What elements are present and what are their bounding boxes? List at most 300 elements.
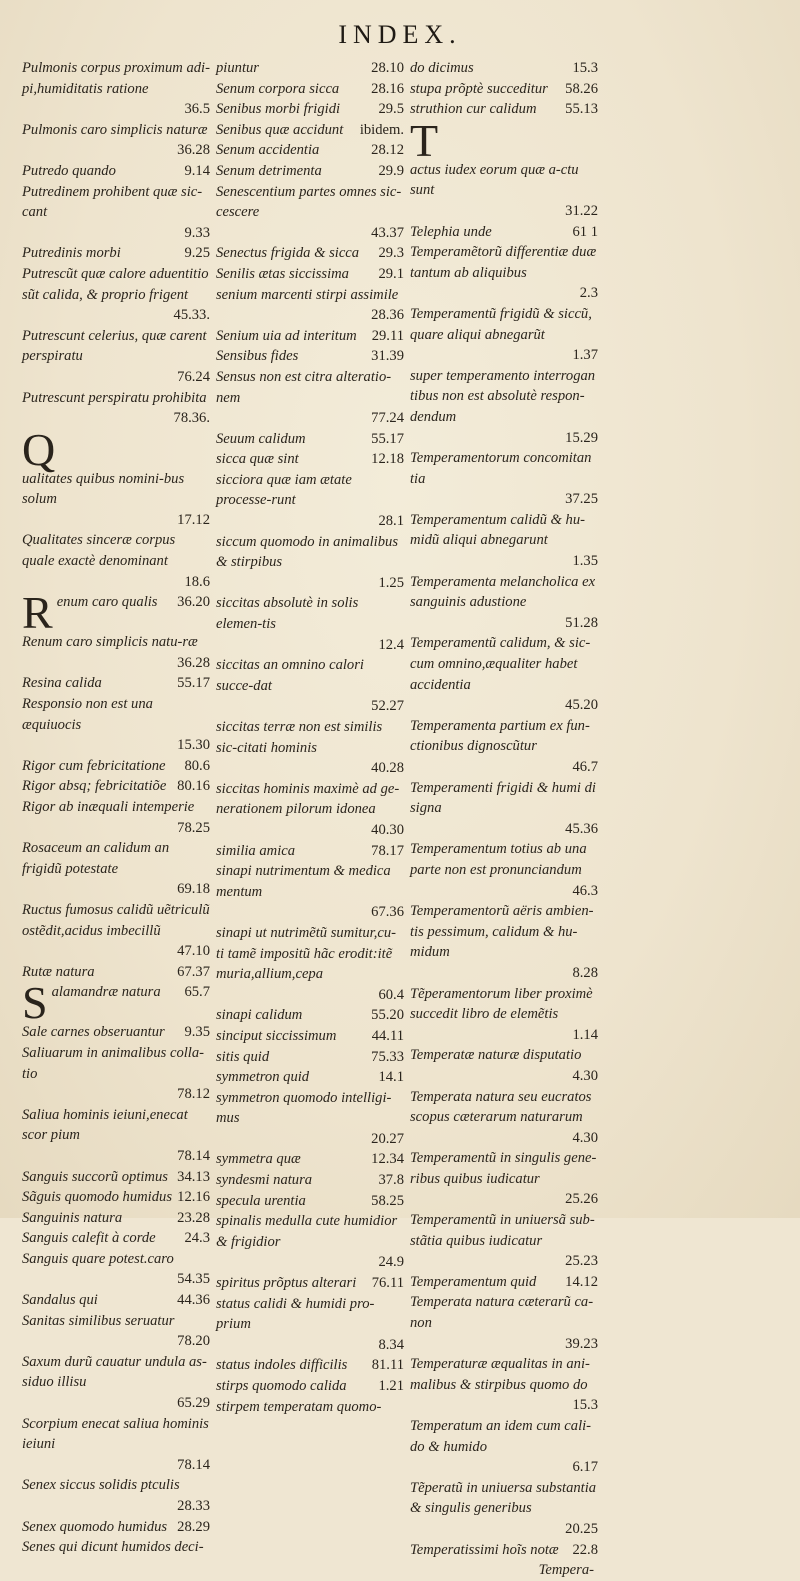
- index-entry-reference: 2.3: [579, 285, 598, 302]
- index-entry-text: Rigor absq; febricitatiõe: [22, 778, 167, 795]
- index-entry-reference: 1.14: [572, 1026, 598, 1043]
- index-entry-reference: 4.30: [572, 1067, 598, 1084]
- index-entry: [216, 326, 404, 347]
- index-entry-text: Sanguis succorũ optimus: [22, 1168, 168, 1185]
- index-entry-text: status indoles difficilis: [216, 1357, 348, 1374]
- index-entry-text: Temperamentũ in singulis gene-ribus quibus iudicatur: [410, 1150, 597, 1187]
- index-entry-text: Rigor cum febricitatione: [22, 757, 166, 774]
- index-entry-text: siccitas an omnino calori succe-dat: [216, 657, 364, 694]
- index-entry-reference: 29.1: [378, 265, 404, 282]
- index-entry: [410, 984, 598, 1046]
- index-entry-reference: 4.30: [572, 1129, 598, 1146]
- index-entry-text: Temperatæ naturæ disputatio: [410, 1047, 582, 1064]
- index-entry-reference: 39.23: [565, 1335, 598, 1352]
- index-entry-text: Temperatum an idem cum cali-do & humido: [410, 1418, 592, 1455]
- index-entry-text: Putredo quando: [22, 162, 116, 179]
- index-entry: [216, 717, 404, 779]
- index-entry: [410, 839, 598, 901]
- index-entry: [410, 1210, 598, 1272]
- index-entry: [410, 572, 598, 634]
- index-entry: [22, 120, 210, 161]
- index-entry-reference: 78.14: [177, 1147, 210, 1164]
- index-entry-reference: 9.14: [184, 162, 210, 179]
- index-entry-text: Temperamenti frigidi & humi di signa: [410, 779, 596, 817]
- index-entry-reference: 76.11: [371, 1275, 404, 1292]
- index-entry-text: Senex quomodo humidus: [22, 1518, 168, 1535]
- index-entry-reference: 81.11: [371, 1357, 404, 1374]
- index-entry-text: Putredinis morbi: [22, 245, 121, 262]
- index-entry-text: spinalis medulla cute humidior & frigidior: [216, 1213, 398, 1250]
- index-entry: [410, 510, 598, 572]
- index-entry-reference: 40.30: [371, 821, 404, 838]
- index-entry-text: Renum caro simplicis natu-ræ: [22, 634, 198, 651]
- index-entry-reference: 28.10: [371, 60, 404, 76]
- index-entry-reference: 76.24: [177, 368, 210, 385]
- index-entry: [22, 797, 210, 838]
- index-column-2: [216, 58, 404, 1417]
- index-entry-text: Pulmonis caro simplicis naturæ: [22, 121, 208, 138]
- index-entry-reference: 78.20: [177, 1333, 210, 1350]
- index-entry: [216, 1376, 404, 1397]
- index-entry-reference: 9.35: [184, 1024, 210, 1041]
- index-entry-text: stirps quomodo calida: [216, 1378, 347, 1394]
- index-entry-text: status calidi & humidi pro-prium: [216, 1295, 375, 1333]
- index-entry-text: symmetron quid: [216, 1069, 310, 1086]
- index-entry-reference: 78.14: [177, 1456, 210, 1473]
- index-entry-reference: 36.28: [177, 142, 210, 159]
- index-entry: [410, 222, 598, 243]
- index-entry-reference: 28.36: [371, 307, 404, 324]
- index-entry-text: Sanitas similibus seruatur: [22, 1312, 175, 1329]
- index-entry-text: Senum accidentia: [216, 142, 320, 159]
- index-entry: [216, 593, 404, 655]
- index-entry: [22, 1043, 210, 1105]
- index-entry-text: Saxum durũ cauatur undula as-siduo illisu: [22, 1353, 207, 1391]
- index-entry-reference: 24.3: [184, 1230, 210, 1247]
- index-entry-text: Senex siccus solidis ptculis: [22, 1477, 180, 1494]
- index-entry: [216, 367, 404, 429]
- index-entry: [22, 673, 210, 694]
- index-entry-text: Senilis ætas siccissima: [216, 265, 349, 282]
- index-entry-reference: 44.11: [371, 1027, 404, 1044]
- index-entry-reference: 37.25: [565, 491, 598, 508]
- index-entry: [22, 1249, 210, 1290]
- index-entry-reference: 20.25: [565, 1520, 598, 1537]
- index-entry: [410, 1416, 598, 1478]
- index-entry-reference: 40.28: [371, 760, 404, 777]
- index-entry-text: Putrescũt quæ calore aduentitio sũt calida, & proprio frigent: [22, 265, 209, 303]
- catchword: Tempera-: [538, 1562, 594, 1579]
- index-entry: [216, 532, 404, 594]
- index-entry: [216, 99, 404, 120]
- index-entry-reference: 18.6: [184, 573, 210, 590]
- index-entry-text: Sanguinis natura: [22, 1209, 123, 1226]
- index-entry-reference: 58.26: [565, 80, 598, 97]
- index-entry: [22, 1414, 210, 1476]
- index-entry: [216, 1149, 404, 1170]
- index-entry-reference: 28.1: [378, 513, 404, 530]
- index-entry: [216, 1294, 404, 1356]
- index-entry-reference: 1.21: [378, 1378, 404, 1394]
- index-entry: [22, 1352, 210, 1414]
- index-entry-reference: 55.13: [565, 101, 598, 118]
- index-entry-text: sinapi ut nutrimẽtũ sumitur,cu-ti tamẽ impositũ hãc erodit:itẽ muria,allium,cepa: [216, 924, 396, 983]
- index-entry: [22, 838, 210, 900]
- index-entry-reference: 78.25: [177, 819, 210, 836]
- index-entry-reference: 55.17: [371, 430, 404, 447]
- index-column-3: [410, 58, 598, 1581]
- index-entry-text: symmetra quæ: [216, 1151, 301, 1168]
- index-entry-reference: 60.4: [378, 986, 404, 1003]
- index-entry-text: Temperata natura cæterarũ ca-non: [410, 1294, 594, 1332]
- index-entry-text: specula urentia: [216, 1192, 306, 1209]
- index-entry-reference: 8.34: [378, 1336, 404, 1353]
- index-entry-reference: 36.5: [184, 101, 210, 118]
- index-entry-reference: 31.22: [565, 202, 598, 219]
- index-entry-reference: 44.36: [177, 1292, 210, 1309]
- index-entry-text: Ructus fumosus calidũ uẽtriculũ ostẽdit,acidus imbecillũ: [22, 901, 210, 939]
- index-entry-text: Temperamentorum concomitan tia: [410, 450, 592, 487]
- index-entry-text: Senibus morbi frigidi: [216, 101, 341, 118]
- index-entry: [22, 423, 210, 531]
- index-entry-text: siccum quomodo in animalibus & stirpibus: [216, 533, 399, 571]
- index-entry: [216, 1067, 404, 1088]
- index-entry-text: ualitates quibus nomini-bus solum: [22, 470, 185, 508]
- index-entry: [410, 1045, 598, 1086]
- index-entry-reference: 9.33: [184, 224, 210, 241]
- index-entry-text: siccitas terræ non est similis sic-citati hominis: [216, 719, 383, 756]
- index-entry-text: senium marcenti stirpi assimile: [216, 286, 399, 303]
- index-entry: [22, 326, 210, 388]
- index-entry-reference: 28.12: [371, 142, 404, 159]
- index-entry-reference: 52.27: [371, 698, 404, 715]
- index-entry-reference: 45.36: [565, 820, 598, 837]
- index-entry-reference: 61 1: [572, 223, 598, 240]
- index-entry-reference: 67.37: [177, 963, 210, 980]
- index-entry-text: siccitas hominis maximè ad ge-nerationem pilorum idonea: [216, 780, 400, 818]
- index-entry-text: Sanguis quare potest.caro: [22, 1250, 174, 1267]
- index-entry-reference: 46.3: [572, 882, 598, 899]
- index-entry-text: Senibus quæ accidunt: [216, 121, 344, 138]
- index-entry-reference: 14.1: [378, 1069, 404, 1086]
- index-entry: [22, 1187, 210, 1208]
- index-entry-reference: 15.3: [572, 1397, 598, 1414]
- drop-cap-initial: S: [22, 977, 48, 1029]
- index-entry: [410, 1540, 598, 1561]
- index-entry: [216, 449, 404, 470]
- index-entry: [410, 366, 598, 448]
- index-entry: [22, 1537, 210, 1558]
- index-entry-text: Putrescunt celerius, quæ carent perspiratu: [22, 327, 207, 365]
- index-entry: [22, 1475, 210, 1516]
- index-entry-reference: 17.12: [177, 511, 210, 528]
- index-entry-text: Temperamentum quid: [410, 1273, 537, 1290]
- index-entry: [410, 114, 598, 222]
- index-entry: [216, 1397, 404, 1418]
- index-entry-reference: 77.24: [371, 410, 404, 427]
- index-entry: [22, 58, 210, 120]
- index-entry-text: Putrescunt perspiratu prohibita: [22, 389, 207, 406]
- index-entry: [216, 346, 404, 367]
- drop-cap-initial: T: [410, 114, 439, 166]
- index-entry: [216, 429, 404, 450]
- index-entry-text: sinapi calidum: [216, 1007, 303, 1024]
- index-entry-text: Tẽperatũ in uniuersa substantia & singulis generibus: [410, 1479, 597, 1517]
- index-entry-text: alamandræ natura: [51, 984, 161, 1001]
- index-entry-reference: 45.20: [565, 697, 598, 714]
- index-entry: [216, 1273, 404, 1294]
- index-entry-reference: 45.33.: [173, 307, 210, 324]
- index-entry: [216, 1005, 404, 1026]
- index-entry: [410, 901, 598, 983]
- index-entry: [216, 243, 404, 264]
- index-entry-reference: 15.30: [177, 737, 210, 754]
- index-entry-reference: 29.3: [378, 245, 404, 262]
- index-entry-text: Temperamenta partium ex fun-ctionibus dignoscũtur: [410, 717, 590, 755]
- index-entry-text: super temperamento interrogan tibus non est absolutè respon-dendum: [410, 367, 596, 425]
- index-entry: [410, 1292, 598, 1354]
- index-entry-text: symmetron quomodo intelligi-mus: [216, 1089, 392, 1127]
- index-entry: [410, 448, 598, 510]
- index-entry-reference: 78.36.: [173, 410, 210, 427]
- index-entry-text: struthion cur calidum: [410, 101, 537, 118]
- index-entry: [22, 1517, 210, 1538]
- index-entry-text: Senes qui dicunt humidos deci-: [22, 1539, 204, 1556]
- index-entry-reference: 14.12: [565, 1273, 598, 1290]
- index-entry: [216, 264, 404, 285]
- index-entry: [216, 841, 404, 862]
- index-entry-reference: 1.25: [378, 574, 404, 591]
- index-entry-text: Temperamentũ calidum, & sic-cum omnino,æqualiter habet accidentia: [410, 635, 591, 693]
- index-entry-text: Rosaceum an calidum an frigidũ potestate: [22, 840, 170, 877]
- index-column-1: [22, 58, 210, 1558]
- index-entry-text: Tẽperamentorum liber proximè succedit libro de elemẽtis: [410, 985, 593, 1023]
- index-entry-reference: 55.20: [371, 1007, 404, 1024]
- index-entry-reference: 54.35: [177, 1271, 210, 1288]
- index-entry: [216, 285, 404, 326]
- index-entry: [216, 58, 404, 79]
- page-title: INDEX.: [338, 20, 462, 49]
- index-entry-reference: 69.18: [177, 881, 210, 898]
- index-entry-text: Senum detrimenta: [216, 162, 322, 179]
- index-entry: [216, 1191, 404, 1212]
- index-entry-text: Sensibus fides: [216, 348, 299, 365]
- index-entry: [22, 632, 210, 673]
- index-entry-reference: 15.3: [572, 60, 598, 76]
- index-entry: [22, 1228, 210, 1249]
- index-entry-text: actus iudex eorum quæ a-ctu sunt: [410, 161, 579, 199]
- index-entry-text: Putredinem prohibent quæ sic-cant: [22, 183, 203, 221]
- index-entry: [22, 1167, 210, 1188]
- index-entry: [22, 977, 210, 1029]
- index-entry-text: Resina calida: [22, 675, 102, 692]
- index-entry: [22, 243, 210, 264]
- index-entry: [410, 58, 598, 79]
- index-entry-text: Temperamenta melancholica ex sanguinis adustione: [410, 573, 596, 611]
- index-entry-text: syndesmi natura: [216, 1172, 313, 1189]
- index-entry-text: Sãguis quomodo humidus: [22, 1189, 172, 1206]
- index-entry-text: Temperamentũ frigidũ & siccũ, quare aliqui abnegarũt: [410, 305, 592, 343]
- index-entry-text: Telephia unde: [410, 223, 492, 240]
- index-entry: [216, 161, 404, 182]
- index-entry: [22, 1105, 210, 1167]
- index-entry: [22, 1311, 210, 1352]
- index-entry-text: sitis quid: [216, 1048, 270, 1065]
- index-entry-reference: 6.17: [572, 1459, 598, 1476]
- index-entry-text: Pulmonis corpus proximum adi-pi,humiditatis ratione: [22, 60, 210, 97]
- index-entry-text: Temperamentum totius ab una parte non est pronunciandum: [410, 841, 587, 878]
- index-entry-reference: 46.7: [572, 759, 598, 775]
- index-entry-reference: 25.26: [565, 1191, 598, 1208]
- index-entry-reference: 25.23: [565, 1253, 598, 1270]
- index-entry: [22, 776, 210, 797]
- index-entry-text: Senescentium partes omnes sic-cescere: [216, 183, 402, 221]
- index-entry: [216, 1026, 404, 1047]
- index-entry-reference: 29.5: [378, 101, 404, 118]
- index-entry-reference: 37.8: [378, 1172, 404, 1189]
- index-entry-reference: 31.39: [371, 348, 404, 365]
- index-entry-reference: 47.10: [177, 943, 210, 960]
- index-entry-reference: 36.28: [177, 654, 210, 671]
- index-entry-text: similia amica: [216, 842, 296, 859]
- index-entry: [22, 161, 210, 182]
- index-entry: [410, 1148, 598, 1210]
- index-entry-text: Senectus frigida & sicca: [216, 245, 360, 262]
- index-entry: [216, 120, 404, 141]
- index-entry-text: sicca quæ sint: [216, 451, 299, 468]
- index-entry-text: Temperamentorũ aëris ambien-tis pessimum, calidum & hu-midum: [410, 903, 594, 961]
- index-entry-reference: 78.17: [371, 842, 404, 859]
- index-entry-text: Seuum calidum: [216, 430, 306, 447]
- index-entry: [22, 388, 210, 429]
- index-entry-reference: 43.37: [371, 224, 404, 241]
- index-entry: [410, 633, 598, 715]
- index-entry: [216, 1047, 404, 1068]
- index-entry-reference: 29.11: [371, 327, 404, 344]
- index-entry: [22, 962, 210, 983]
- index-entry: [410, 99, 598, 120]
- index-entry-reference: 80.16: [177, 778, 210, 795]
- index-entry-text: piuntur: [216, 60, 259, 76]
- index-entry-text: stupa prõptè succeditur: [410, 80, 548, 97]
- index-entry: [22, 1290, 210, 1311]
- index-entry-text: Senium uia ad interitum: [216, 327, 357, 344]
- index-entry-reference: 65.29: [177, 1395, 210, 1412]
- index-entry-text: Temperamẽtorũ differentiæ duæ tantum ab aliquibus: [410, 244, 597, 281]
- index-entry: [216, 861, 404, 923]
- index-entry-text: sinciput siccissimum: [216, 1027, 337, 1044]
- index-entry: [22, 587, 210, 639]
- index-entry-text: Temperamentum calidũ & hu-midũ aliqui abnegarunt: [410, 511, 585, 549]
- index-entry: [216, 655, 404, 717]
- index-entry: [216, 79, 404, 100]
- index-entry-reference: 12.4: [378, 636, 404, 653]
- index-entry-text: stirpem temperatam quomo-: [216, 1398, 382, 1415]
- index-entry-text: Rigor ab inæquali intemperie: [22, 799, 195, 815]
- index-entry-reference: 67.36: [371, 904, 404, 921]
- index-entry-reference: 28.16: [371, 80, 404, 97]
- index-entry: [410, 1087, 598, 1149]
- index-entry-text: Temperatissimi hoĩs notæ: [410, 1541, 559, 1558]
- index-entry: [22, 694, 210, 756]
- index-entry-reference: 15.29: [565, 429, 598, 446]
- index-entry: [216, 470, 404, 532]
- index-entry: [216, 779, 404, 841]
- index-entry-reference: 55.17: [177, 675, 210, 692]
- drop-cap-initial: Q: [22, 423, 56, 475]
- index-entry: [22, 900, 210, 962]
- index-entry: [410, 242, 598, 304]
- index-entry: [410, 1354, 598, 1416]
- index-entry-reference: 51.28: [565, 614, 598, 631]
- index-entry-reference: ibidem.: [359, 121, 404, 138]
- index-entry-reference: 1.37: [572, 347, 598, 364]
- index-entry-reference: 28.29: [177, 1518, 210, 1535]
- index-entry-text: do dicimus: [410, 60, 474, 76]
- index-entry: [410, 716, 598, 778]
- index-entry-text: Scorpium enecat saliua hominis ieiuni: [22, 1415, 209, 1453]
- index-entry-reference: 20.27: [371, 1130, 404, 1147]
- index-entry-reference: 65.7: [184, 984, 210, 1001]
- index-entry-text: Temperata natura seu eucratos scopus cæterarum naturarum: [410, 1088, 592, 1126]
- index-entry-reference: 8.28: [572, 964, 598, 981]
- index-entry: [216, 1355, 404, 1376]
- index-entry-text: Sale carnes obseruantur: [22, 1024, 165, 1041]
- index-entry-text: sicciora quæ iam ætate processe-runt: [216, 471, 352, 509]
- index-entry-reference: 75.33: [371, 1048, 404, 1065]
- index-entry-reference: 24.9: [378, 1254, 404, 1271]
- index-entry-text: Sanguis calefit à corde: [22, 1230, 156, 1247]
- index-entry-text: sinapi nutrimentum & medica mentum: [216, 863, 391, 900]
- index-entry: [410, 304, 598, 366]
- index-entry-text: siccitas absolutè in solis elemen-tis: [216, 595, 359, 633]
- index-entry: [216, 1170, 404, 1191]
- index-entry-text: Saliua hominis ieiuni,enecat scor pium: [22, 1106, 188, 1144]
- index-entry: [216, 1088, 404, 1150]
- index-entry: [22, 1022, 210, 1043]
- index-entry-reference: 80.6: [184, 757, 210, 774]
- index-entry: [216, 140, 404, 161]
- index-entry: [22, 264, 210, 326]
- index-entry-reference: 34.13: [177, 1168, 210, 1185]
- index-entry: [216, 1211, 404, 1273]
- index-entry-reference: 23.28: [177, 1209, 210, 1226]
- index-entry: [410, 1272, 598, 1293]
- index-entry-text: Rutæ natura: [22, 963, 95, 980]
- index-entry: [410, 778, 598, 840]
- index-entry-text: Temperaturæ æqualitas in ani-malibus & stirpibus quomo do: [410, 1356, 590, 1393]
- index-entry: [216, 182, 404, 244]
- index-entry-reference: 28.33: [177, 1498, 210, 1514]
- index-entry-text: Temperamentũ in uniuersã sub-stãtia quibus iudicatur: [410, 1212, 595, 1249]
- index-entry: [22, 530, 210, 592]
- index-entry-text: spiritus prõptus alterari: [216, 1275, 357, 1292]
- index-entry-reference: 12.34: [371, 1151, 404, 1168]
- index-entry-text: Senum corpora sicca: [216, 80, 340, 97]
- index-entry-text: Responsio non est una æquiuocis: [22, 696, 153, 733]
- index-entry-reference: 12.16: [177, 1189, 210, 1206]
- index-entry: [22, 182, 210, 244]
- index-entry-text: Saliuarum in animalibus colla-tio: [22, 1044, 205, 1082]
- index-entry-reference: 9.25: [184, 245, 210, 262]
- index-entry-reference: 22.8: [572, 1541, 598, 1558]
- index-entry-text: Qualitates sinceræ corpus quale exactè denominant: [22, 532, 176, 570]
- index-entry-text: Sandalus qui: [22, 1292, 98, 1309]
- index-entry-reference: 12.18: [371, 451, 404, 468]
- index-entry-text: enum caro qualis: [56, 594, 158, 611]
- index-entry-reference: 78.12: [177, 1086, 210, 1103]
- index-entry: [216, 923, 404, 1005]
